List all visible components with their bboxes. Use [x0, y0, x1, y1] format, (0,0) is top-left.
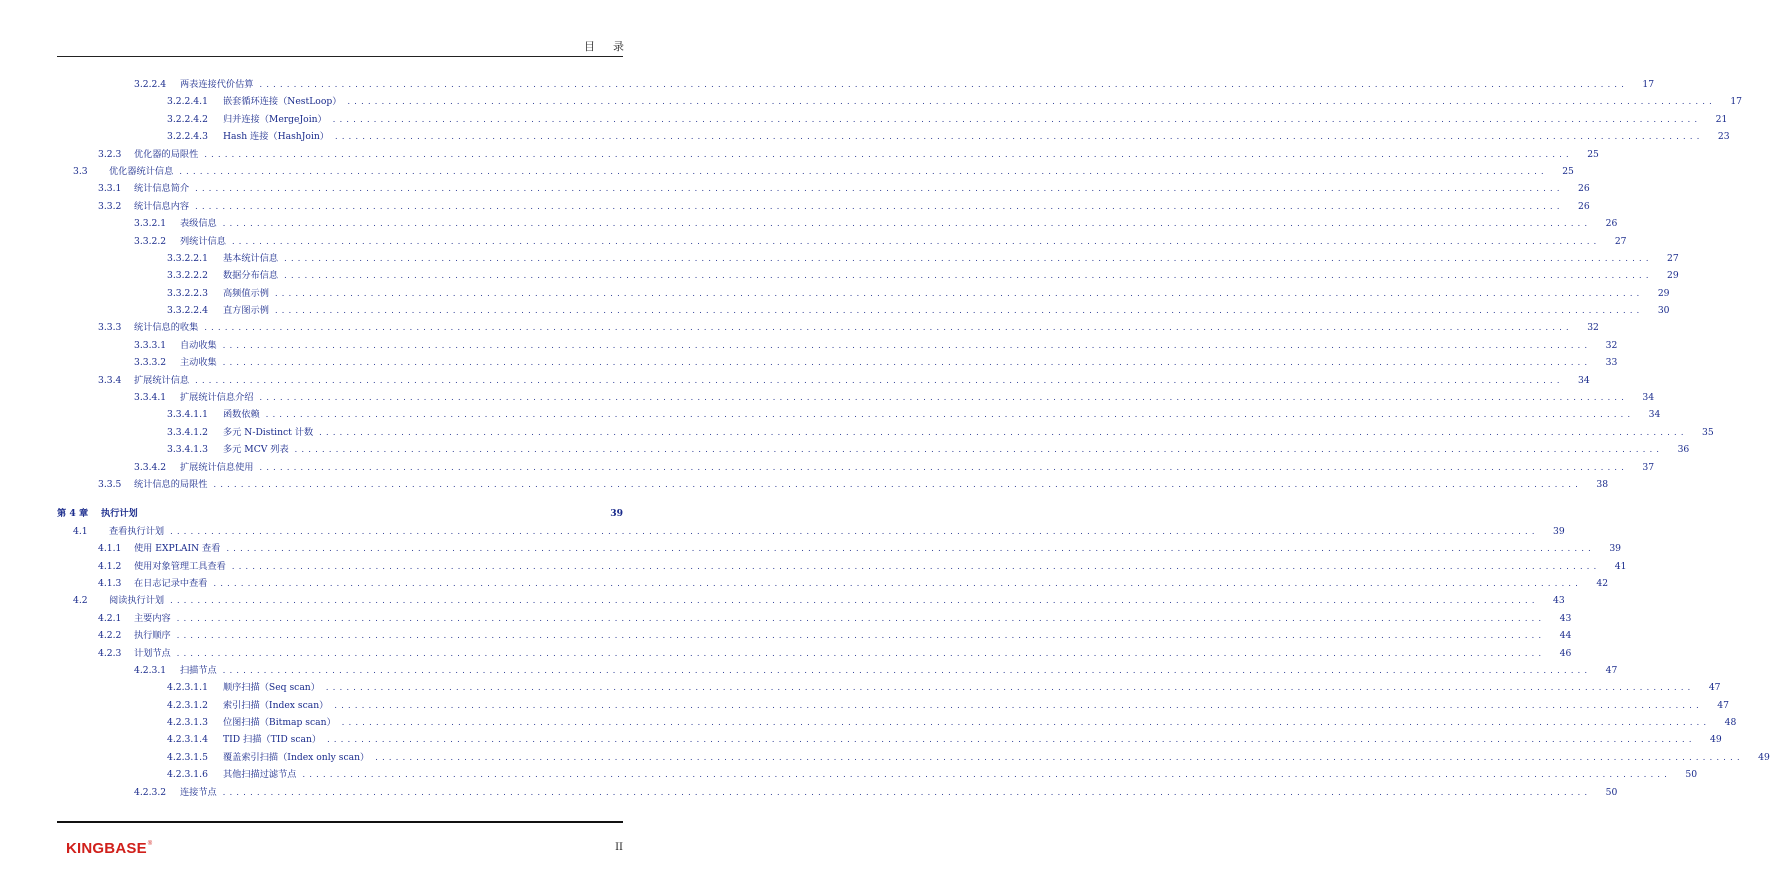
- toc-entry-page: 25: [1587, 148, 1599, 160]
- toc-entry[interactable]: [57, 645, 1572, 662]
- toc-entry-page: 17: [1642, 79, 1655, 90]
- toc-dot-leader: ........................................................................................................................................................................................................: [259, 393, 1629, 403]
- toc-entry[interactable]: [57, 697, 1729, 714]
- toc-entry-title: 扩展统计信息介绍: [180, 392, 254, 404]
- toc-dot-leader: ........................................................................................................................................................................................................: [274, 306, 1644, 316]
- toc-entry-title: 优化器统计信息: [109, 165, 174, 177]
- toc-entry-title: 多元 MCV 列表: [223, 444, 289, 456]
- toc-dot-leader: ........................................................................................................................................................................................................: [170, 596, 1539, 606]
- toc-dot-leader: ........................................................................................................................................................................................................: [294, 445, 1664, 455]
- page-number: II: [615, 842, 623, 853]
- toc-entry-title: 归并连接（MergeJoin）: [223, 113, 327, 125]
- toc-dot-leader: ........................................................................................................................................................................................................: [176, 648, 1546, 658]
- toc-entry-title: 优化器的局限性: [134, 148, 199, 160]
- toc-entry[interactable]: [57, 128, 1730, 145]
- toc-entry-title: 高频值示例: [223, 287, 269, 299]
- toc-dot-leader: ........................................................................................................................................................................................................: [259, 80, 1629, 89]
- toc-entry-page: 34: [1642, 392, 1655, 404]
- toc-entry-number: 3.2.2.4: [134, 79, 167, 90]
- toc-entry[interactable]: [57, 250, 1679, 267]
- toc-entry-number: 3.3.2.2.4: [167, 305, 208, 317]
- toc-entry-title: 自动收集: [180, 339, 217, 351]
- toc-entry-number: 3.3.4.2: [134, 461, 167, 473]
- toc-dot-leader: ........................................................................................................................................................................................................: [332, 114, 1702, 124]
- toc-entry-number: 4.2.1: [98, 612, 122, 624]
- toc-entry-number: 4.2.3.1.1: [167, 682, 208, 694]
- toc-entry-number: 3.3.4.1.2: [167, 426, 208, 438]
- toc-entry-number: 3.3.2.2.3: [167, 287, 208, 299]
- toc-dot-leader: ........................................................................................................................................................................................................: [170, 526, 1539, 536]
- toc-entry-title: 统计信息内容: [134, 200, 190, 212]
- toc-entry-page: 41: [1614, 560, 1627, 572]
- toc-entry-title: 直方图示例: [223, 305, 269, 317]
- table-of-contents: [57, 76, 1770, 801]
- toc-entry[interactable]: [57, 198, 1590, 215]
- toc-dot-leader: ........................................................................................................................................................................................................: [176, 613, 1546, 623]
- toc-entry-page: 27: [1667, 252, 1679, 264]
- footer-rule: [57, 821, 623, 823]
- toc-dot-leader: ........................................................................................................................................................................................................: [319, 427, 1688, 437]
- toc-entry-page: 46: [1559, 647, 1572, 659]
- toc-entry[interactable]: [57, 731, 1722, 748]
- toc-entry-title: 执行计划: [101, 508, 138, 520]
- toc-dot-leader: ........................................................................................................................................................................................................: [195, 184, 1564, 194]
- toc-dot-leader: ........................................................................................................................................................................................................: [375, 752, 1744, 762]
- toc-entry-number: 4.2.3.1.4: [167, 734, 208, 746]
- toc-entry-number: 3.3: [73, 165, 88, 177]
- header-rule: [57, 56, 623, 57]
- toc-dot-leader: ........................................................................................................................................................................................................: [213, 578, 1583, 588]
- registered-mark: ®: [147, 841, 153, 847]
- toc-entry-page: 38: [1596, 478, 1609, 490]
- toc-entry-page: 26: [1578, 183, 1590, 195]
- toc-entry-number: 3.2.2.4.2: [167, 113, 208, 125]
- header-title-left: 目: [584, 40, 595, 53]
- toc-entry-page: 34: [1648, 409, 1661, 421]
- toc-entry[interactable]: [57, 180, 1590, 197]
- toc-entry-page: 29: [1667, 270, 1679, 282]
- toc-dot-leader: ........................................................................................................................................................................................................: [222, 219, 1592, 229]
- toc-dot-leader: ........................................................................................................................................................................................................: [284, 253, 1653, 263]
- toc-entry-number: 4.2: [73, 595, 88, 607]
- toc-dot-leader: ........................................................................................................................................................................................................: [341, 718, 1711, 728]
- toc-entry-title: 主动收集: [180, 357, 217, 369]
- toc-entry[interactable]: [57, 163, 1574, 180]
- toc-entry-number: 3.3.3: [98, 322, 122, 334]
- toc-dot-leader: ........................................................................................................................................................................................................: [176, 631, 1546, 641]
- toc-dot-leader: ........................................................................................................................................................................................................: [265, 410, 1635, 420]
- toc-dot-leader: ........................................................................................................................................................................................................: [179, 166, 1548, 176]
- toc-entry[interactable]: [57, 111, 1728, 128]
- toc-entry-page: 36: [1677, 444, 1690, 456]
- toc-entry-number: 3.2.2.4.3: [167, 131, 208, 143]
- toc-entry[interactable]: [57, 337, 1618, 354]
- toc-entry-number: 3.3.2.2.1: [167, 252, 208, 264]
- toc-entry-title: 函数依赖: [223, 409, 260, 421]
- toc-entry-number: 3.3.3.2: [134, 357, 167, 369]
- toc-entry-page: 47: [1708, 682, 1721, 694]
- header-title-right: 录: [613, 40, 624, 53]
- toc-entry[interactable]: [57, 406, 1661, 423]
- toc-entry-number: 3.3.1: [98, 183, 122, 195]
- toc-entry-number: 4.2.3.1: [134, 664, 167, 676]
- toc-dot-leader: ........................................................................................................................................................................................................: [222, 787, 1592, 797]
- toc-dot-leader: ........................................................................................................................................................................................................: [213, 479, 1583, 489]
- toc-entry-number: 3.3.4.1.3: [167, 444, 208, 456]
- toc-dot-leader: ........................................................................................................................................................................................................: [226, 544, 1596, 554]
- toc-entry[interactable]: [57, 558, 1627, 575]
- toc-entry-title: 在日志记录中查看: [134, 577, 208, 589]
- toc-dot-leader: ........................................................................................................................................................................................................: [204, 149, 1573, 159]
- toc-dot-leader: ........................................................................................................................................................................................................: [327, 735, 1696, 745]
- toc-entry[interactable]: [57, 662, 1618, 679]
- toc-entry-number: 3.3.2.2: [134, 235, 167, 247]
- toc-entry-title: 位图扫描（Bitmap scan）: [223, 717, 336, 729]
- toc-entry-number: 4.1.3: [98, 577, 122, 589]
- toc-entry-title: 主要内容: [134, 612, 171, 624]
- toc-entry[interactable]: [57, 610, 1572, 627]
- toc-entry[interactable]: [57, 215, 1618, 232]
- toc-dot-leader: ........................................................................................................................................................................................................: [231, 561, 1601, 571]
- toc-entry-page: 39: [1553, 525, 1565, 537]
- toc-dot-leader: ........................................................................................................................................................................................................: [222, 665, 1592, 675]
- toc-dot-leader: ........................................................................................................................................................................................................: [204, 323, 1573, 333]
- toc-entry[interactable]: [57, 714, 1737, 731]
- toc-entry-number: 4.1.1: [98, 543, 122, 555]
- running-header: [584, 38, 624, 54]
- toc-dot-leader: ........................................................................................................................................................................................................: [302, 770, 1672, 780]
- toc-entry-page: 39: [610, 508, 623, 520]
- kingbase-logo: [66, 840, 152, 857]
- toc-entry-number: 4.1: [73, 525, 88, 537]
- toc-entry-number: 3.3.2.1: [134, 218, 167, 230]
- toc-entry[interactable]: [57, 389, 1655, 406]
- toc-entry[interactable]: [57, 93, 1743, 110]
- toc-entry-number: 3.3.4: [98, 374, 122, 386]
- toc-entry-title: 其他扫描过滤节点: [223, 769, 297, 781]
- toc-entry[interactable]: [57, 302, 1670, 319]
- toc-entry-title: 计划节点: [134, 647, 171, 659]
- toc-entry-page: 33: [1605, 357, 1618, 369]
- logo-text: KINGBASE: [66, 840, 147, 857]
- toc-entry[interactable]: [57, 372, 1590, 389]
- toc-dot-leader: ........................................................................................................................................................................................................: [195, 375, 1564, 385]
- toc-entry-title: 统计信息的局限性: [134, 478, 208, 490]
- toc-dot-leader: ........................................................................................................................................................................................................: [334, 132, 1704, 142]
- toc-entry[interactable]: [57, 749, 1770, 766]
- toc-entry-page: 50: [1685, 769, 1698, 781]
- toc-entry[interactable]: [57, 459, 1655, 476]
- toc-entry-page: 48: [1724, 717, 1737, 729]
- toc-entry-page: 30: [1657, 305, 1670, 317]
- toc-entry-page: 34: [1578, 374, 1590, 386]
- toc-entry-number: 4.2.3: [98, 647, 122, 659]
- toc-entry-number: 3.3.2.2.2: [167, 270, 208, 282]
- toc-entry-page: 29: [1657, 287, 1670, 299]
- toc-entry[interactable]: [57, 592, 1565, 609]
- toc-dot-leader: ........................................................................................................................................................................................................: [325, 683, 1695, 693]
- toc-entry[interactable]: [57, 679, 1721, 696]
- toc-entry-title: 扩展统计信息使用: [180, 461, 254, 473]
- toc-entry-number: 3.3.3.1: [134, 339, 167, 351]
- toc-entry[interactable]: [57, 146, 1599, 163]
- toc-entry-number: 4.2.3.1.5: [167, 751, 208, 763]
- toc-dot-leader: ........................................................................................................................................................................................................: [347, 97, 1717, 107]
- toc-entry[interactable]: [57, 784, 1618, 801]
- toc-entry-number: 3.3.5: [98, 478, 122, 490]
- toc-dot-leader: ........................................................................................................................................................................................................: [222, 340, 1592, 350]
- toc-entry-number: 4.2.3.1.6: [167, 769, 208, 781]
- toc-entry[interactable]: [57, 766, 1698, 783]
- toc-entry-title: 多元 N-Distinct 计数: [223, 426, 314, 438]
- toc-entry-number: 4.2.3.1.2: [167, 699, 208, 711]
- toc-entry[interactable]: [57, 267, 1679, 284]
- toc-entry-page: 35: [1702, 426, 1714, 438]
- toc-entry-title: TID 扫描（TID scan）: [223, 734, 322, 746]
- toc-entry-number: 3.3.2: [98, 200, 122, 212]
- toc-entry-page: 49: [1709, 734, 1722, 746]
- toc-entry-page: 32: [1587, 322, 1599, 334]
- toc-entry-title: 统计信息简介: [134, 183, 190, 195]
- toc-entry-title: 统计信息的收集: [134, 322, 199, 334]
- toc-entry-page: 23: [1717, 131, 1730, 143]
- toc-entry-title: 表级信息: [180, 218, 217, 230]
- toc-entry-title: 覆盖索引扫描（Index only scan）: [223, 751, 370, 763]
- toc-entry-title: 扫描节点: [180, 664, 217, 676]
- toc-entry-number: 3.3.4.1: [134, 392, 167, 404]
- toc-entry-page: 27: [1614, 235, 1627, 247]
- toc-entry-title: 基本统计信息: [223, 252, 279, 264]
- toc-entry-title: 执行顺序: [134, 630, 171, 642]
- toc-entry-page: 44: [1559, 630, 1572, 642]
- toc-entry-title: 连接节点: [180, 786, 217, 798]
- toc-entry[interactable]: [57, 575, 1609, 592]
- toc-entry-page: 49: [1758, 751, 1770, 763]
- toc-entry-title: 扩展统计信息: [134, 374, 190, 386]
- toc-dot-leader: ........................................................................................................................................................................................................: [274, 288, 1644, 298]
- toc-dot-leader: ........................................................................................................................................................................................................: [195, 201, 1564, 211]
- toc-entry-page: 42: [1596, 577, 1609, 589]
- toc-dot-leader: ........................................................................................................................................................................................................: [259, 462, 1629, 472]
- toc-entry-page: 32: [1605, 339, 1618, 351]
- toc-entry-title: 顺序扫描（Seq scan）: [223, 682, 320, 694]
- toc-entry-title: 查看执行计划: [109, 525, 165, 537]
- toc-entry-number: 3.3.4.1.1: [167, 409, 208, 421]
- toc-entry-page: 25: [1562, 165, 1574, 177]
- toc-entry-page: 21: [1715, 113, 1728, 125]
- toc-entry[interactable]: [57, 319, 1599, 336]
- toc-entry-title: 使用 EXPLAIN 查看: [134, 543, 221, 555]
- toc-entry-title: 阅读执行计划: [109, 595, 165, 607]
- toc-entry-page: 37: [1642, 461, 1655, 473]
- toc-entry-page: 26: [1605, 218, 1618, 230]
- toc-entry-page: 43: [1553, 595, 1565, 607]
- toc-entry-number: 第 4 章: [57, 508, 89, 520]
- toc-entry-number: 3.2.2.4.1: [167, 96, 208, 108]
- toc-entry-number: 3.2.3: [98, 148, 122, 160]
- toc-entry-title: 嵌套循环连接（NestLoop）: [223, 96, 342, 108]
- toc-entry-number: 4.1.2: [98, 560, 122, 572]
- toc-entry[interactable]: [57, 424, 1714, 441]
- toc-dot-leader: ........................................................................................................................................................................................................: [231, 236, 1601, 246]
- toc-chapter-entry[interactable]: [57, 505, 623, 522]
- toc-entry-page: 39: [1609, 543, 1622, 555]
- toc-entry-number: 4.2.2: [98, 630, 122, 642]
- toc-entry-title: 索引扫描（Index scan）: [223, 699, 329, 711]
- toc-entry[interactable]: [57, 354, 1618, 371]
- toc-entry-title: 两表连接代价估算: [180, 79, 254, 90]
- toc-dot-leader: ........................................................................................................................................................................................................: [334, 700, 1703, 710]
- toc-entry-title: 使用对象管理工具查看: [134, 560, 226, 572]
- toc-entry[interactable]: [57, 523, 1565, 540]
- toc-entry[interactable]: [57, 441, 1690, 458]
- toc-entry[interactable]: [57, 233, 1627, 250]
- toc-entry[interactable]: [57, 476, 1609, 493]
- toc-entry-page: 26: [1578, 200, 1590, 212]
- toc-entry-title: Hash 连接（HashJoin）: [223, 131, 329, 143]
- toc-dot-leader: ........................................................................................................................................................................................................: [222, 358, 1592, 368]
- toc-entry-page: 17: [1730, 96, 1743, 108]
- toc-entry-title: 列统计信息: [180, 235, 226, 247]
- toc-entry-number: 4.2.3.1.3: [167, 717, 208, 729]
- toc-entry[interactable]: [57, 540, 1622, 557]
- toc-entry[interactable]: [57, 285, 1670, 302]
- toc-entry-page: 43: [1559, 612, 1572, 624]
- toc-entry-page: 47: [1717, 699, 1729, 711]
- toc-entry-title: 数据分布信息: [223, 270, 279, 282]
- toc-dot-leader: ........................................................................................................................................................................................................: [284, 271, 1653, 281]
- toc-entry[interactable]: [57, 627, 1572, 644]
- toc-entry-page: 47: [1605, 664, 1618, 676]
- toc-entry-number: 4.2.3.2: [134, 786, 167, 798]
- toc-entry[interactable]: [57, 76, 1655, 93]
- toc-entry-page: 50: [1605, 786, 1618, 798]
